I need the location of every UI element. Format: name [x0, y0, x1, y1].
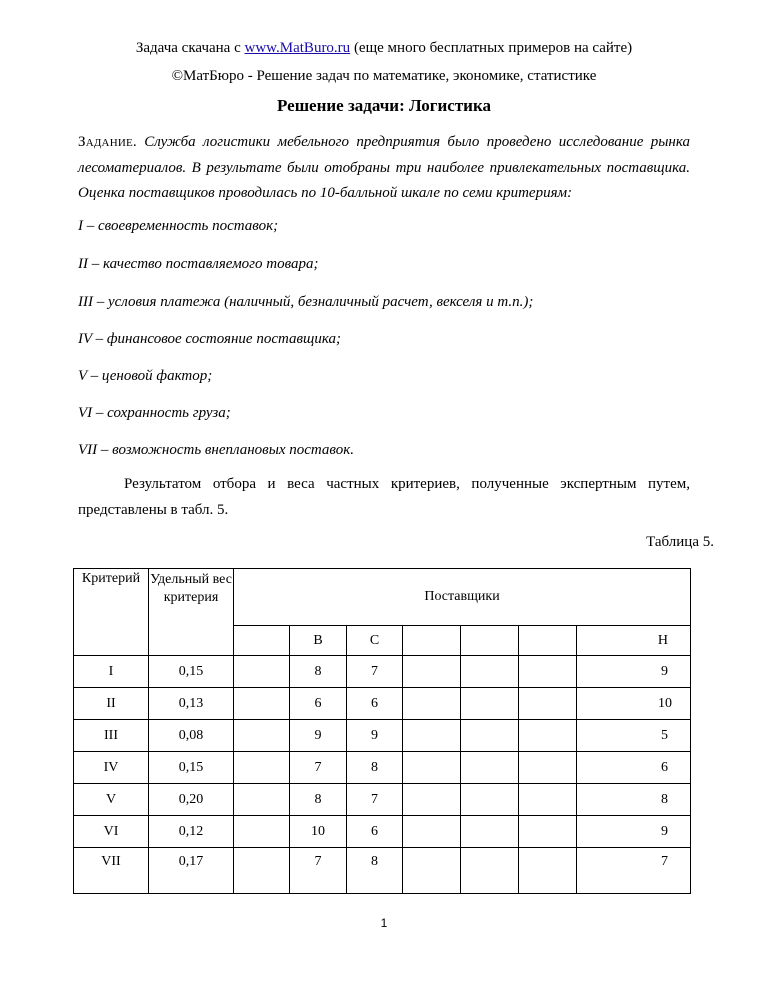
criterion-line: VI – сохранность груза;: [78, 405, 231, 421]
criterion-cell: III: [74, 720, 149, 752]
value-cell: [403, 720, 461, 752]
weight-cell: 0,15: [149, 752, 234, 784]
value-cell: 7: [290, 752, 347, 784]
value-cell: [461, 752, 519, 784]
value-cell: 9: [577, 656, 691, 688]
value-cell: [519, 720, 577, 752]
empty-cell: [234, 784, 290, 816]
table-row: [74, 656, 691, 688]
weight-cell: 0,12: [149, 816, 234, 848]
weight-cell: 0,08: [149, 720, 234, 752]
value-cell: [403, 752, 461, 784]
value-cell: 8: [290, 784, 347, 816]
table-row: [74, 784, 691, 816]
value-cell: 9: [577, 816, 691, 848]
supplier-header: [519, 626, 577, 656]
criterion-cell: VI: [74, 816, 149, 848]
value-cell: [461, 720, 519, 752]
criterion-line: I – своевременность поставок;: [78, 218, 279, 234]
suppliers-table: [73, 568, 691, 894]
table-row: [74, 816, 691, 848]
criterion-cell: I: [74, 656, 149, 688]
empty-cell: [234, 752, 290, 784]
value-cell: 9: [347, 720, 403, 752]
supplier-header: H: [577, 626, 691, 656]
value-cell: 8: [577, 784, 691, 816]
value-cell: [519, 784, 577, 816]
criterion-cell: VII: [74, 848, 149, 894]
header-criterion: Критерий: [74, 569, 149, 656]
page-number: 1: [380, 916, 388, 930]
header-line-1: [0, 40, 768, 57]
weight-cell: 0,17: [149, 848, 234, 894]
value-cell: [519, 656, 577, 688]
criterion-line: III – условия платежа (наличный, безналичный расчет, векселя и т.п.);: [78, 294, 534, 310]
value-cell: [519, 848, 577, 894]
value-cell: [461, 816, 519, 848]
header-suffix: (еще много бесплатных примеров на сайте): [350, 40, 633, 56]
value-cell: 7: [290, 848, 347, 894]
criterion-line: V – ценовой фактор;: [78, 368, 213, 384]
empty-cell: [234, 688, 290, 720]
value-cell: [461, 656, 519, 688]
table-row: [74, 752, 691, 784]
weight-cell: 0,15: [149, 656, 234, 688]
header-suppliers: Поставщики: [234, 569, 691, 626]
value-cell: 9: [290, 720, 347, 752]
criterion-cell: II: [74, 688, 149, 720]
value-cell: [403, 656, 461, 688]
value-cell: [403, 848, 461, 894]
value-cell: 6: [347, 688, 403, 720]
value-cell: 10: [290, 816, 347, 848]
value-cell: 7: [577, 848, 691, 894]
criterion-line: IV – финансовое состояние поставщика;: [78, 331, 341, 347]
header-line-2: ©МатБюро - Решение задач по математике, экономике, статистике: [171, 68, 597, 84]
task-paragraph: [78, 130, 690, 207]
empty-cell: [234, 656, 290, 688]
supplier-header: B: [290, 626, 347, 656]
table-row: [74, 848, 691, 894]
value-cell: 8: [290, 656, 347, 688]
value-cell: [461, 784, 519, 816]
table-row: [74, 688, 691, 720]
value-cell: [403, 688, 461, 720]
value-cell: 8: [347, 848, 403, 894]
value-cell: [403, 784, 461, 816]
header-weight: Удельный вес критерия: [149, 569, 234, 656]
value-cell: [461, 848, 519, 894]
supplier-header: C: [347, 626, 403, 656]
criterion-cell: V: [74, 784, 149, 816]
value-cell: [519, 752, 577, 784]
task-text: Служба логистики мебельного предприятия было проведено исследование рынка лесоматериалов. В результате были отобраны три наиболее привлекательных поставщика. Оценка поставщиков проводилась по 10-балльной шкале по семи критериям:: [78, 134, 690, 201]
header-prefix: Задача скачана с: [135, 40, 245, 56]
empty-cell: [234, 720, 290, 752]
empty-cell: [234, 816, 290, 848]
value-cell: 5: [577, 720, 691, 752]
criterion-line: II – качество поставляемого товара;: [78, 256, 319, 272]
weight-cell: 0,20: [149, 784, 234, 816]
supplier-header-empty: [234, 626, 290, 656]
criterion-line: VII – возможность внеплановых поставок.: [78, 442, 355, 458]
value-cell: [519, 816, 577, 848]
value-cell: 7: [347, 656, 403, 688]
table-caption: Таблица 5.: [646, 534, 714, 550]
criterion-cell: IV: [74, 752, 149, 784]
value-cell: 6: [347, 816, 403, 848]
value-cell: 10: [577, 688, 691, 720]
value-cell: 7: [347, 784, 403, 816]
supplier-header: [461, 626, 519, 656]
table-row: [74, 720, 691, 752]
value-cell: 6: [577, 752, 691, 784]
value-cell: [403, 816, 461, 848]
value-cell: 6: [290, 688, 347, 720]
value-cell: [519, 688, 577, 720]
empty-cell: [234, 848, 290, 894]
supplier-header: [403, 626, 461, 656]
weight-cell: 0,13: [149, 688, 234, 720]
value-cell: 8: [347, 752, 403, 784]
task-label: Задание.: [78, 134, 137, 150]
page-title: Решение задачи: Логистика: [276, 96, 492, 115]
value-cell: [461, 688, 519, 720]
matburo-link[interactable]: www.MatBuro.ru: [244, 40, 351, 56]
result-paragraph: Результатом отбора и веса частных критериев, полученные экспертным путем, представлены в табл. 5.: [78, 476, 690, 518]
